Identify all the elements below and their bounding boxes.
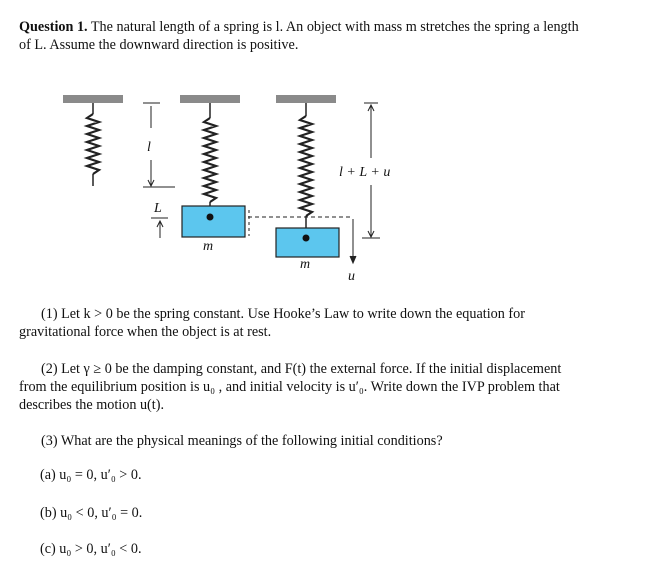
- mass-center-2: [303, 235, 310, 242]
- ceiling-bar-3: [276, 95, 336, 103]
- label-u: u: [348, 269, 355, 284]
- ceiling-bar-1: [63, 95, 123, 103]
- question-text: The natural length of a spring is l. An object with mass m stretches the spring a length of L. Assume the downward direction is positive.: [19, 19, 579, 53]
- part-2: (2) Let γ ≥ 0 be the damping constant, and F(t) the external force. If the initial displacement from the equilibrium position is u₀ , and initial velocity is u′₀. Write down the IVP problem that describes the motion u(t).: [19, 361, 562, 413]
- question-label: Question 1.: [19, 19, 88, 35]
- mass-center-1: [207, 214, 214, 221]
- label-m1: m: [203, 239, 214, 254]
- label-m2: m: [300, 257, 311, 272]
- condition-c: (c) u₀ > 0, u′₀ < 0.: [40, 541, 142, 557]
- condition-b: (b) u₀ < 0, u′₀ = 0.: [40, 505, 143, 521]
- mass-box-1: [182, 206, 245, 237]
- label-L: L: [154, 201, 162, 216]
- ceiling-bar-2: [180, 95, 240, 103]
- mass-box-2: [276, 228, 339, 257]
- label-total: l + L + u: [339, 165, 391, 180]
- condition-a: (a) u₀ = 0, u′₀ > 0.: [40, 467, 142, 483]
- label-l: l: [147, 140, 151, 155]
- spring-coil-2: [204, 118, 216, 202]
- part-3: (3) What are the physical meanings of the following initial conditions?: [41, 433, 443, 449]
- spring-coil-1: [87, 114, 99, 174]
- u-arrow-head: [350, 256, 356, 263]
- spring-coil-3: [300, 116, 312, 216]
- part-1: (1) Let k > 0 be the spring constant. Use Hooke’s Law to write down the equation for gravitational force when the object is at rest.: [19, 306, 525, 340]
